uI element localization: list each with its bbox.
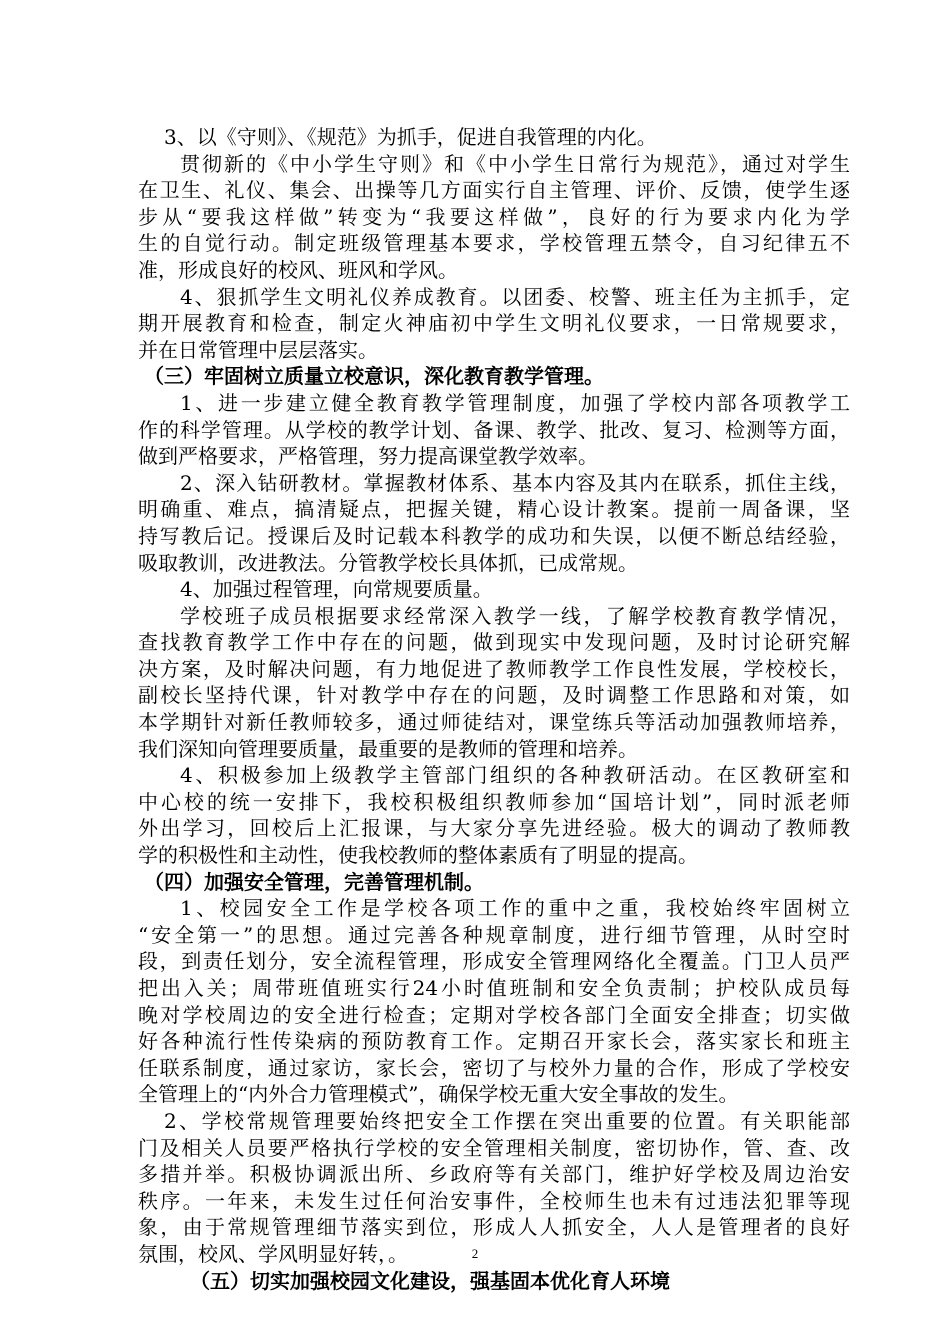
- paragraph-line: 氛围，校风、学风明显好转，。: [138, 1241, 408, 1266]
- paragraph-line: 明确重、难点，搞清疑点，把握关键，精心设计教案。提前一周备课，坚: [138, 497, 850, 522]
- document-body: [138, 124, 850, 1294]
- paragraph-line: 副校长坚持代课，针对教学中存在的问题，及时调整工作思路和对策，如: [138, 683, 850, 708]
- paragraph-line: 吸取教训，改进教法。分管教学校长具体抓，已成常规。: [138, 550, 638, 575]
- paragraph-line: 决方案，及时解决问题，有力地促进了教师教学工作良性发展，学校校长，: [138, 656, 850, 681]
- paragraph-line: 段，到责任划分，安全流程管理，形成安全管理网络化全覆盖。门卫人员严: [138, 949, 850, 974]
- paragraph-line: 门及相关人员要严格执行学校的安全管理相关制度，密切协作，管、查、改: [138, 1135, 850, 1160]
- paragraph-line: “安全第一”的思想。通过完善各种规章制度，进行细节管理，从时空时: [138, 922, 850, 947]
- paragraph-line: 我们深知向管理要质量，最重要的是教师的管理和培养。: [138, 736, 638, 761]
- list-item-heading: 3、以《守则》、《规范》为抓手，促进自我管理的内化。: [164, 125, 657, 149]
- paragraph-line: 把出入关；周带班值班实行24小时值班制和安全负责制；护校队成员每: [138, 976, 850, 1000]
- paragraph-line: 4、积极参加上级教学主管部门组织的各种教研活动。在区教研室和: [180, 763, 850, 788]
- paragraph-line: 中心校的统一安排下，我校积极组织教师参加“国培计划”，同时派老师: [138, 789, 850, 814]
- paragraph-line: 2、学校常规管理要始终把安全工作摆在突出重要的位置。有关职能部: [164, 1108, 850, 1133]
- section-heading: （三）牢固树立质量立校意识，深化教育教学管理。: [144, 364, 604, 389]
- section-heading: （五）切实加强校园文化建设，强基固本优化育人环境: [190, 1268, 670, 1293]
- paragraph-line: 并在日常管理中层层落实。: [138, 337, 378, 362]
- paragraph-line: 全管理上的“内外合力管理模式”，确保学校无重大安全事故的发生。: [138, 1082, 739, 1107]
- paragraph-line: 学校班子成员根据要求经常深入教学一线，了解学校教育教学情况，: [180, 603, 850, 628]
- paragraph-line: 准，形成良好的校风、班风和学风。: [138, 257, 458, 282]
- paragraph-line: 做到严格要求，严格管理，努力提高课堂教学效率。: [138, 444, 598, 469]
- paragraph-line: 生的自觉行动。制定班级管理基本要求，学校管理五禁令，自习纪律五不: [138, 231, 850, 256]
- paragraph-line: 象，由于常规管理细节落实到位，形成人人抓安全，人人是管理者的良好: [138, 1215, 850, 1240]
- paragraph-line: 晚对学校周边的安全进行检查；定期对学校各部门全面安全排查；切实做: [138, 1002, 850, 1027]
- paragraph-line: 秩序。一年来，未发生过任何治安事件，全校师生也未有过违法犯罪等现: [138, 1188, 850, 1213]
- paragraph-line: 4、加强过程管理，向常规要质量。: [180, 577, 493, 602]
- paragraph-line: 任联系制度，通过家访，家长会，密切了与校外力量的合作，形成了学校安: [138, 1055, 850, 1080]
- paragraph-line: 查找教育教学工作中存在的问题，做到现实中发现问题，及时讨论研究解: [138, 630, 850, 655]
- paragraph-line: 好各种流行性传染病的预防教育工作。定期召开家长会，落实家长和班主: [138, 1029, 850, 1054]
- paragraph-line: 期开展教育和检查，制定火神庙初中学生文明礼仪要求，一日常规要求，: [138, 311, 850, 336]
- paragraph-line: 多措并举。积极协调派出所、乡政府等有关部门，维护好学校及周边治安: [138, 1162, 850, 1187]
- paragraph-line: 4、狠抓学生文明礼仪养成教育。以团委、校警、班主任为主抓手，定: [180, 284, 850, 309]
- section-heading: （四）加强安全管理，完善管理机制。: [144, 869, 484, 894]
- paragraph-line: 步从“要我这样做”转变为“我要这样做”，良好的行为要求内化为学: [138, 204, 850, 229]
- paragraph-line: 1、校园安全工作是学校各项工作的重中之重，我校始终牢固树立: [180, 896, 850, 921]
- paragraph-line: 外出学习，回校后上汇报课，与大家分享先进经验。极大的调动了教师教: [138, 816, 850, 841]
- paragraph-line: 本学期针对新任教师较多，通过师徒结对，课堂练兵等活动加强教师培养，: [138, 710, 850, 735]
- paragraph-line: 贯彻新的《中小学生守则》和《中小学生日常行为规范》，通过对学生: [180, 151, 850, 176]
- paragraph-line: 在卫生、礼仪、集会、出操等几方面实行自主管理、评价、反馈，使学生逐: [138, 178, 850, 203]
- paragraph-line: 作的科学管理。从学校的教学计划、备课、教学、批改、复习、检测等方面，: [138, 417, 850, 442]
- paragraph-line: 持写教后记。授课后及时记载本科教学的成功和失误，以便不断总结经验，: [138, 523, 850, 548]
- paragraph-line: 2、深入钻研教材。掌握教材体系、基本内容及其内在联系，抓住主线，: [180, 470, 850, 495]
- paragraph-line: 1、进一步建立健全教育教学管理制度，加强了学校内部各项教学工: [180, 390, 850, 415]
- page-number: 2: [471, 1246, 479, 1261]
- paragraph-line: 学的积极性和主动性，使我校教师的整体素质有了明显的提高。: [138, 843, 698, 868]
